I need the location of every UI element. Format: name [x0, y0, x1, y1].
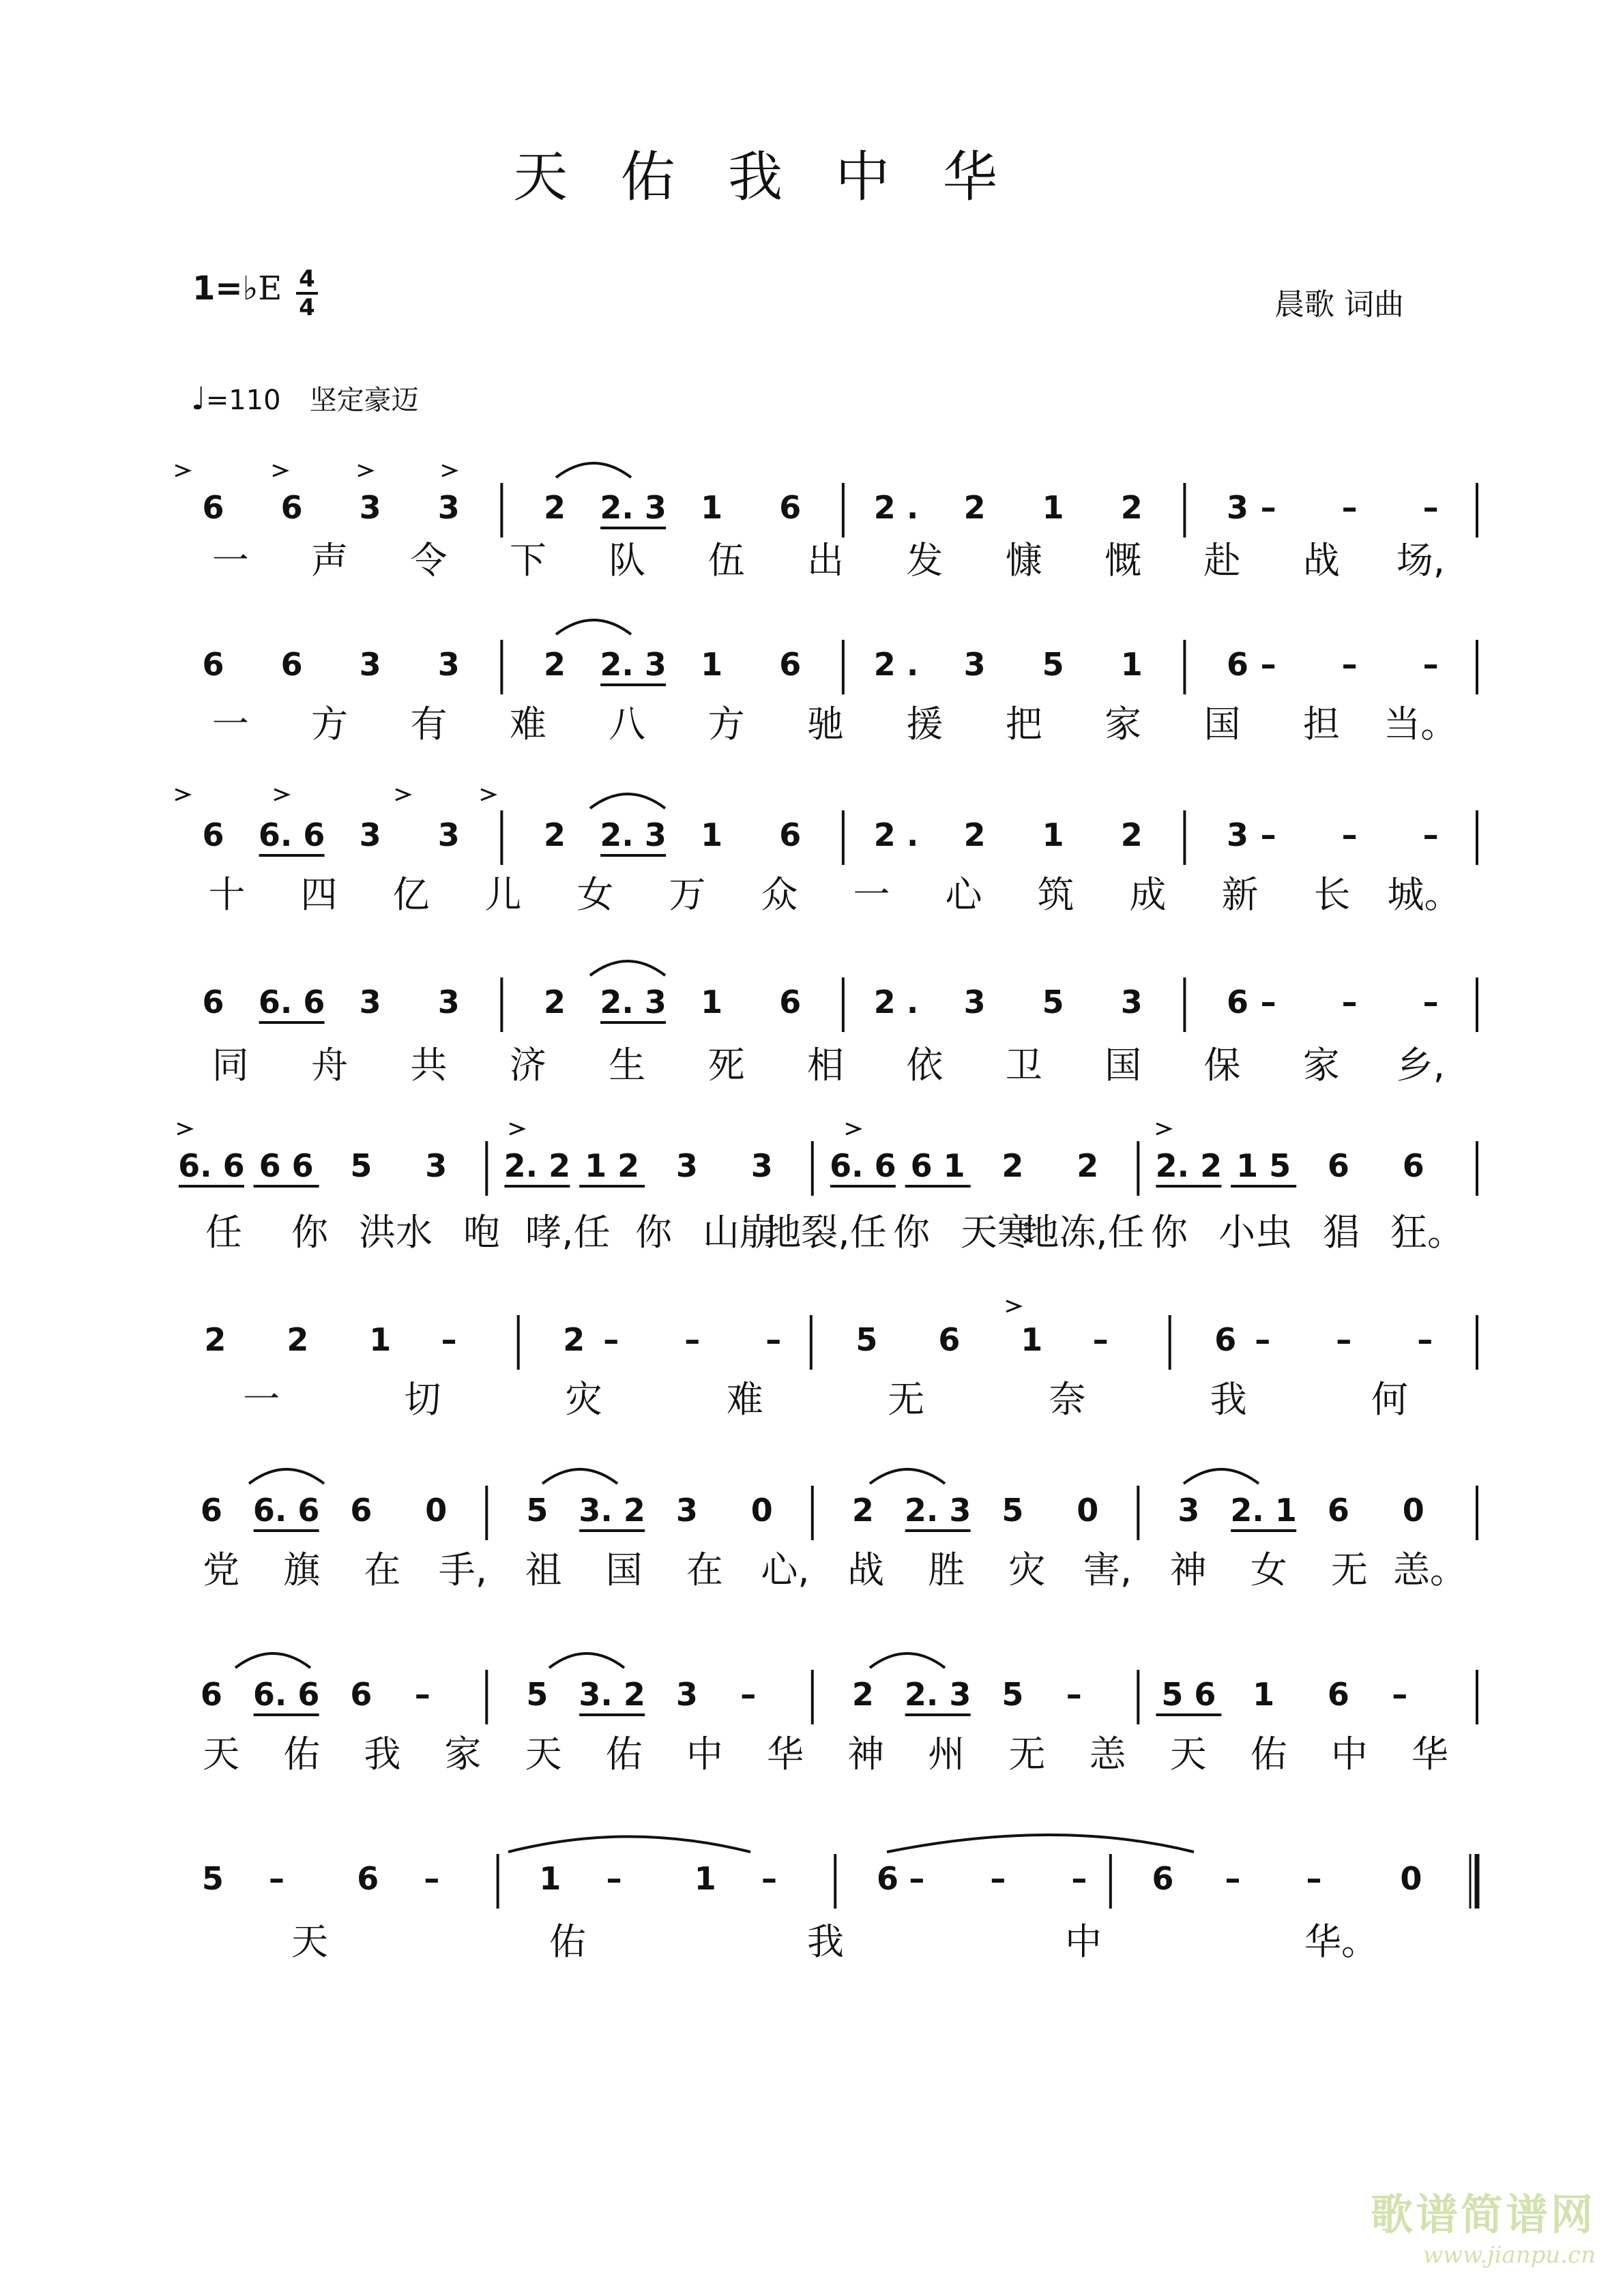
lyric-word: 你 [893, 1211, 930, 1254]
lyric-word: 州 [928, 1733, 965, 1776]
lyric-word: 灾 [565, 1378, 602, 1421]
lyric-word: 一 [211, 703, 249, 746]
lyric-word: 令 [410, 539, 448, 582]
note: 0 [1077, 1492, 1099, 1529]
sustain-dash: – [269, 1860, 312, 1897]
lyric-word: 中 [1330, 1733, 1368, 1776]
lyric-word: 心 [945, 873, 982, 916]
note: 3 [963, 984, 986, 1020]
lyric-word: 中 [1065, 1920, 1102, 1963]
note: 6 [779, 816, 802, 853]
lyric-word: 天 [1169, 1733, 1207, 1776]
key-tonic: E [258, 269, 282, 308]
note: 2 [1120, 489, 1143, 526]
lyric-word: 无 [1008, 1733, 1046, 1776]
author-credit: 晨歌 词曲 [1274, 287, 1404, 322]
note: 6. 6 [252, 1676, 320, 1713]
note: 0 [750, 1492, 773, 1529]
note: 3 [359, 646, 381, 683]
note: 6 [280, 646, 303, 683]
note: 2 . [873, 816, 919, 853]
lyric-word: 佑 [549, 1920, 586, 1963]
accent-mark [1006, 1301, 1020, 1312]
note: 0 [1402, 1492, 1424, 1529]
lyric-word: 难 [509, 703, 546, 746]
sustain-dash: – [761, 1860, 804, 1897]
lyric-word: 慨 [1105, 539, 1142, 582]
accent-mark [175, 465, 189, 476]
note: 1 [1042, 816, 1064, 853]
note: 1 5 [1236, 1147, 1291, 1184]
lyric-word: 亿 [392, 873, 430, 916]
sustain-dash: – – – [1260, 646, 1466, 683]
note: 5 [1001, 1676, 1024, 1713]
lyric-word: 八 [609, 703, 646, 746]
lyric-word: 佑 [605, 1733, 643, 1776]
lyric-word: 场, [1396, 539, 1445, 582]
lyric-word: 神 [847, 1733, 885, 1776]
lyric-word: 新 [1221, 873, 1259, 916]
note: 3. 2 [579, 1676, 645, 1713]
lyric-word: 旗 [283, 1548, 321, 1591]
lyric-word: 长 [1313, 873, 1351, 916]
lyric-word: 害, [1083, 1548, 1132, 1591]
lyric-word: 家 [1105, 703, 1142, 746]
accent-mark [481, 789, 495, 800]
lyric-word: 城。 [1387, 873, 1461, 916]
lyric-word: 哮,任 [525, 1211, 611, 1254]
lyric-word: 党 [203, 1548, 240, 1591]
note: 2. 3 [600, 646, 667, 683]
note: 2. 3 [904, 1676, 971, 1713]
lyric-word: 中 [686, 1733, 723, 1776]
note: 6 [1327, 1147, 1349, 1184]
sustain-dash: – [441, 1321, 484, 1358]
note: 6. 6 [252, 1492, 320, 1529]
accent-mark [846, 1123, 860, 1134]
song-title: 天 佑 我 中 华 [513, 145, 1015, 209]
note: 3 [963, 646, 986, 683]
note: 3 [750, 1147, 773, 1184]
lyric-word: 战 [1302, 539, 1340, 582]
flat-icon: ♭ [242, 269, 259, 308]
lyric-word: 胜 [928, 1548, 965, 1591]
note: 6 [202, 489, 224, 526]
note: 2. 3 [904, 1492, 971, 1529]
note: 1 [1042, 489, 1064, 526]
lyric-word: 筑 [1037, 873, 1074, 916]
note: 6 [350, 1676, 372, 1713]
lyric-word: 你 [291, 1211, 328, 1254]
lyric-word: 四 [300, 873, 338, 916]
note: 2 . [873, 646, 919, 683]
note: 2 [1001, 1147, 1024, 1184]
accent-mark [396, 789, 409, 800]
note: 2 [544, 816, 566, 853]
lyric-word: 成 [1129, 873, 1167, 916]
note: 2 [544, 489, 566, 526]
note: 6 [200, 1492, 222, 1529]
lyric-word: 众 [761, 873, 798, 916]
lyric-word: 有 [410, 703, 448, 746]
sustain-dash: – [414, 1676, 458, 1713]
note: 1 [369, 1321, 392, 1358]
accent-mark [273, 465, 287, 476]
lyric-word: 十 [208, 873, 246, 916]
note: 1 [1120, 646, 1143, 683]
sustain-dash: – [740, 1676, 784, 1713]
note: 2. 3 [600, 489, 667, 526]
slur-arc [556, 463, 631, 477]
lyric-word: 我 [1210, 1378, 1247, 1421]
accent-mark [175, 789, 189, 800]
note: 1 [1021, 1321, 1043, 1358]
note: 6 [779, 646, 802, 683]
lyric-word: 死 [707, 1044, 745, 1087]
lyric-word: 儿 [484, 873, 522, 916]
lyric-word: 切 [404, 1378, 441, 1421]
lyric-word: 慷 [1005, 539, 1042, 582]
note: 2 [963, 489, 986, 526]
lyric-word: 女 [1250, 1548, 1287, 1591]
sustain-dash: – – – [1260, 816, 1466, 853]
lyric-word: 天 [525, 1733, 562, 1776]
lyric-word: 华 [1411, 1733, 1448, 1776]
note: 2 [204, 1321, 226, 1358]
lyric-word: 山崩 [703, 1211, 776, 1254]
note: 6 [200, 1676, 222, 1713]
lyric-word: 援 [906, 703, 944, 746]
lyric-word: 女 [576, 873, 614, 916]
slur-long-2 [887, 1835, 1194, 1852]
lyric-word: 狂。 [1390, 1211, 1464, 1254]
note: 2. 1 [1230, 1492, 1297, 1529]
accent-mark [177, 1123, 191, 1134]
note: 1 2 [585, 1147, 640, 1184]
lyric-word: 小虫 [1218, 1211, 1292, 1254]
lyric-word: 方 [707, 703, 745, 746]
note: 2. 3 [600, 984, 667, 1020]
lyric-word: 舟 [311, 1044, 349, 1087]
lyric-word: 何 [1371, 1378, 1408, 1421]
note: 6. 6 [258, 816, 325, 853]
accent-mark [274, 789, 288, 800]
note: 6 6 [259, 1147, 314, 1184]
note: 1 [539, 1860, 561, 1897]
lyric-word: 家 [444, 1733, 482, 1776]
lyric-word: 佑 [1250, 1733, 1287, 1776]
note: 1 [701, 816, 723, 853]
note: 2 . [873, 489, 919, 526]
note: 3 [437, 816, 460, 853]
note: 3 [675, 1147, 698, 1184]
lyric-word: 猖 [1323, 1211, 1360, 1254]
note: 2 [287, 1321, 309, 1358]
lyric-word: 声 [311, 539, 349, 582]
note: 6 [876, 1860, 898, 1897]
lyric-word: 难 [726, 1378, 763, 1421]
sustain-dash: – [1066, 1676, 1109, 1713]
time-beats: 4 [299, 265, 315, 293]
note: 2 [544, 984, 566, 1020]
note: 1 [694, 1860, 716, 1897]
note: 3 [359, 489, 381, 526]
note: 5 [526, 1676, 549, 1713]
lyric-word: 我 [807, 1920, 844, 1963]
note: 6 [280, 489, 303, 526]
lyric-word: 出 [807, 539, 844, 582]
lyric-word: 华 [766, 1733, 804, 1776]
lyric-word: 祖 [525, 1548, 562, 1591]
note: 2 [1077, 1147, 1099, 1184]
sustain-dash: – – [1225, 1860, 1349, 1897]
note: 3 [675, 1492, 698, 1529]
lyric-word: 方 [311, 703, 349, 746]
note: 2 [563, 1321, 585, 1358]
note: 5 [1042, 984, 1064, 1020]
lyric-word: 生 [609, 1044, 646, 1087]
slur-arc [556, 620, 631, 634]
lyric-word: 手, [438, 1548, 488, 1591]
lyric-word: 共 [410, 1044, 448, 1087]
lyric-word: 发 [906, 539, 944, 582]
note: 5 [201, 1860, 224, 1897]
lyric-word: 一 [211, 539, 249, 582]
note: 6 [1327, 1676, 1349, 1713]
note: 5 6 [1161, 1676, 1216, 1713]
slur-long-1 [508, 1837, 750, 1853]
slur-arc [870, 1653, 945, 1668]
note: 6 [779, 489, 802, 526]
note: 5 [1001, 1492, 1024, 1529]
note: 6 [202, 984, 224, 1020]
lyric-word: 在 [364, 1548, 401, 1591]
note: 2 [1120, 816, 1143, 853]
lyric-word: 战 [847, 1548, 885, 1591]
sustain-dash: – – – [909, 1860, 1115, 1897]
slur-arc [1184, 1469, 1259, 1484]
note: 3 [425, 1147, 448, 1184]
note: 3 [1120, 984, 1143, 1020]
lyric-word: 你 [635, 1211, 672, 1254]
lyric-word: 济 [509, 1044, 546, 1087]
sustain-dash: – [1392, 1676, 1435, 1713]
lyric-word: 恙 [1089, 1733, 1126, 1776]
lyric-word: 卫 [1005, 1044, 1042, 1087]
lyric-word: 地裂,任 [764, 1211, 887, 1254]
lyric-word: 灾 [1008, 1548, 1046, 1591]
lyric-word: 同 [211, 1044, 249, 1087]
lyric-word: 地冻,任 [1022, 1211, 1145, 1254]
sustain-dash: – – – [1255, 1321, 1461, 1358]
slur-arc [590, 961, 665, 975]
note: 5 [1042, 646, 1064, 683]
lyric-word: 国 [1105, 1044, 1142, 1087]
slur-arc [249, 1469, 324, 1484]
lyric-word: 天 [203, 1733, 240, 1776]
note: 3 [437, 489, 460, 526]
note: 3. 2 [579, 1492, 645, 1529]
lyric-word: 伍 [707, 539, 745, 582]
slur-arc [590, 794, 665, 808]
note: 6. 6 [178, 1147, 245, 1184]
lyric-word: 无 [1330, 1548, 1368, 1591]
note: 6 [938, 1321, 961, 1358]
note: 6 [202, 816, 224, 853]
note: 6 1 [910, 1147, 965, 1184]
slur-arc [235, 1653, 310, 1668]
sustain-dash: – – – [1260, 984, 1466, 1020]
note: 6 [1227, 646, 1249, 683]
note: 6 [350, 1492, 372, 1529]
lyric-word: 队 [609, 539, 646, 582]
lyric-word: 驰 [807, 703, 844, 746]
note: 6 [1227, 984, 1249, 1020]
sustain-dash: – [606, 1860, 649, 1897]
slur-arc [870, 1469, 945, 1484]
tempo-bpm: =110 [205, 385, 281, 416]
lyric-word: 乡, [1396, 1044, 1445, 1087]
sustain-dash: – [424, 1860, 467, 1897]
note: 6 [1402, 1147, 1424, 1184]
lyric-word: 担 [1302, 703, 1340, 746]
note: 5 [856, 1321, 878, 1358]
lyric-word: 洪水 [359, 1211, 433, 1254]
note: 6 [779, 984, 802, 1020]
slur-arc [549, 1653, 624, 1668]
note: 6 [202, 646, 224, 683]
lyric-word: 国 [605, 1548, 643, 1591]
note: 5 [526, 1492, 549, 1529]
note: 6 [1214, 1321, 1237, 1358]
lyric-word: 我 [364, 1733, 401, 1776]
note: 3 [1227, 489, 1249, 526]
note: 6. 6 [258, 984, 325, 1020]
lyric-word: 家 [1302, 1044, 1340, 1087]
lyric-word: 心, [761, 1548, 810, 1591]
lyric-word: 依 [906, 1044, 944, 1087]
lyric-word: 国 [1203, 703, 1241, 746]
lyric-word: 你 [1151, 1211, 1188, 1254]
lyric-word: 任 [205, 1211, 242, 1254]
lyric-word: 把 [1005, 703, 1042, 746]
note: 6 [1327, 1492, 1349, 1529]
note: 3 [359, 816, 381, 853]
accent-mark [442, 465, 456, 476]
lyric-word: 下 [509, 539, 546, 582]
note: 3 [675, 1676, 698, 1713]
lyric-word: 无 [888, 1378, 925, 1421]
note: 1 [1253, 1676, 1275, 1713]
note: 1 [701, 646, 723, 683]
tempo-mood: 坚定豪迈 [309, 385, 419, 416]
lyric-word: 奈 [1049, 1378, 1086, 1421]
lyric-word: 当。 [1384, 703, 1458, 746]
lyric-word: 赴 [1203, 539, 1241, 582]
note: 0 [425, 1492, 448, 1529]
time-unit: 4 [299, 294, 315, 321]
note: 3 [437, 646, 460, 683]
note: 6 [357, 1860, 379, 1897]
note: 1 [701, 984, 723, 1020]
note: 2. 3 [600, 816, 667, 853]
accent-mark [510, 1123, 523, 1134]
note: 2 [851, 1676, 874, 1713]
lyric-word: 天 [291, 1920, 328, 1963]
lyric-word: 佑 [283, 1733, 321, 1776]
watermark-cn: 歌谱简谱网 [1370, 2190, 1596, 2239]
note: 2 [963, 816, 986, 853]
note: 0 [1400, 1860, 1422, 1897]
sustain-dash: – – – [603, 1321, 809, 1358]
sustain-dash: – – – [1260, 489, 1466, 526]
lyric-word: 一 [853, 873, 890, 916]
accent-mark [358, 465, 372, 476]
watermark-en: www.jianpu.cn [1422, 2241, 1596, 2269]
note: 2 [544, 646, 566, 683]
lyric-word: 天寒 [961, 1211, 1034, 1254]
note: 2. 2 [503, 1147, 571, 1184]
note: 2. 2 [1155, 1147, 1223, 1184]
lyric-word: 一 [243, 1378, 280, 1421]
lyric-word: 在 [686, 1548, 723, 1591]
lyric-word: 万 [669, 873, 706, 916]
key-one: 1= [192, 269, 243, 308]
note: 3 [1227, 816, 1249, 853]
note: 1 [701, 489, 723, 526]
note: 6 [1152, 1860, 1174, 1897]
note: 5 [350, 1147, 372, 1184]
watermark-logo [1371, 2181, 1596, 2269]
lyric-word: 相 [807, 1044, 844, 1087]
slur-arc [542, 1469, 617, 1484]
accent-mark [1156, 1123, 1170, 1134]
note: 2 . [873, 984, 919, 1020]
note: 3 [359, 984, 381, 1020]
note: 3 [437, 984, 460, 1020]
lyric-word: 华。 [1304, 1920, 1378, 1963]
lyric-word: 恙。 [1392, 1548, 1467, 1591]
lyric-word: 神 [1169, 1548, 1207, 1591]
lyric-word: 咆 [463, 1211, 500, 1254]
note: 2 [851, 1492, 874, 1529]
sustain-dash: – [1092, 1321, 1136, 1358]
note: 6. 6 [830, 1147, 896, 1184]
lyric-word: 保 [1203, 1044, 1241, 1087]
note: 3 [1178, 1492, 1200, 1529]
quarter-note-icon: ♩ [191, 380, 206, 417]
